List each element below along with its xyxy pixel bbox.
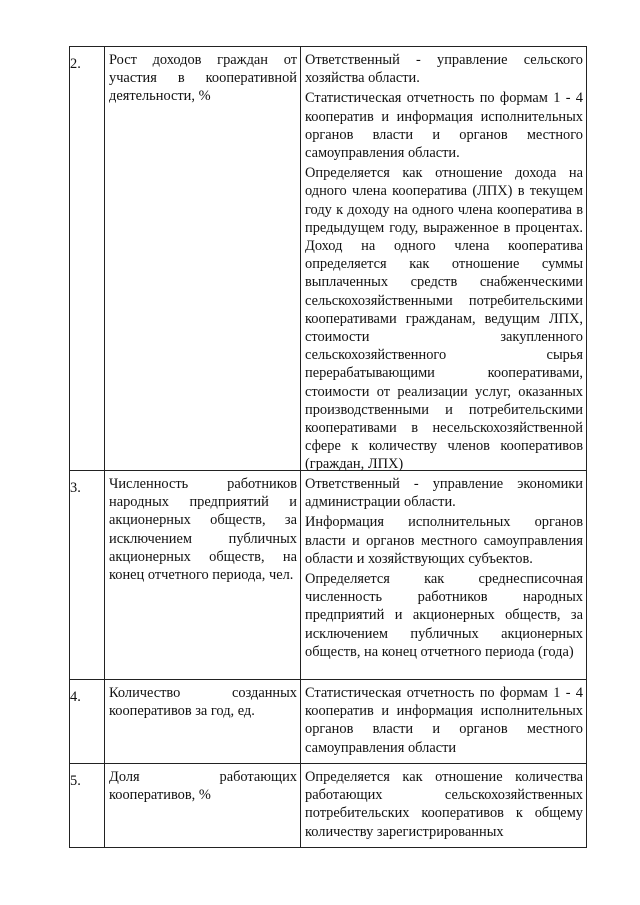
description-paragraph: Статистическая отчетность по формам 1 - 4 кооператив и информация исполнительных органов власти и органов местного самоуправления области. bbox=[305, 90, 583, 162]
indicator-description bbox=[301, 764, 586, 847]
description-paragraph: Статистическая отчетность по формам 1 - 4 кооператив и информация исполнительных органов власти и органов местного самоуправления области bbox=[305, 685, 583, 756]
table-row bbox=[69, 471, 587, 680]
description-paragraph: Определяется как среднесписочная численность работников народных предприятий и акционерных обществ, за исключением публичных акционерных обществ, на конец отчетного периода (года) bbox=[305, 571, 583, 660]
description-paragraph: Ответственный - управление сельского хозяйства области. bbox=[305, 52, 583, 87]
indicator-description bbox=[301, 680, 586, 763]
description-paragraph: Определяется как отношение количества работающих сельскохозяйственных потребительских кооперативов к общему количеству зарегистрированных bbox=[305, 769, 583, 840]
table-row bbox=[69, 46, 587, 471]
row-number: 4. bbox=[70, 680, 105, 763]
indicators-table bbox=[69, 46, 587, 848]
indicator-name: Доля работающих кооперативов, % bbox=[105, 764, 301, 847]
indicator-name: Рост доходов граждан от участия в кооперативной деятельности, % bbox=[105, 47, 301, 470]
indicator-name: Численность работников народных предприятий и акционерных обществ, за исключением публичных акционерных обществ, на конец отчетного периода, чел. bbox=[105, 471, 301, 679]
indicator-name: Количество созданных кооперативов за год, ед. bbox=[105, 680, 301, 763]
table-row bbox=[69, 764, 587, 848]
table-row bbox=[69, 680, 587, 764]
row-number: 5. bbox=[70, 764, 105, 847]
description-paragraph: Информация исполнительных органов власти и органов местного самоуправления области и хозяйствующих субъектов. bbox=[305, 514, 583, 567]
row-number: 2. bbox=[70, 47, 105, 470]
description-paragraph: Ответственный - управление экономики администрации области. bbox=[305, 476, 583, 511]
row-number: 3. bbox=[70, 471, 105, 679]
description-paragraph: Определяется как отношение дохода на одного члена кооператива (ЛПХ) в текущем году к доходу на одного члена кооператива в предыдущем году, выраженное в процентах. Доход на одного члена кооператива определяется как отношение суммы выплаченных средств снабженческими сельскохозяйственными потребительскими кооперативами гражданам, ведущим ЛПХ, стоимости закупленного сельскохозяйственного сырья перерабатывающими кооперативами, стоимости от реализации услуг, оказанных производственными и потребительскими кооперативами в несельскохозяйственной сфере к количеству членов кооперативов (граждан, ЛПХ) bbox=[305, 165, 583, 473]
indicator-description bbox=[301, 47, 586, 473]
indicator-description bbox=[301, 471, 586, 679]
